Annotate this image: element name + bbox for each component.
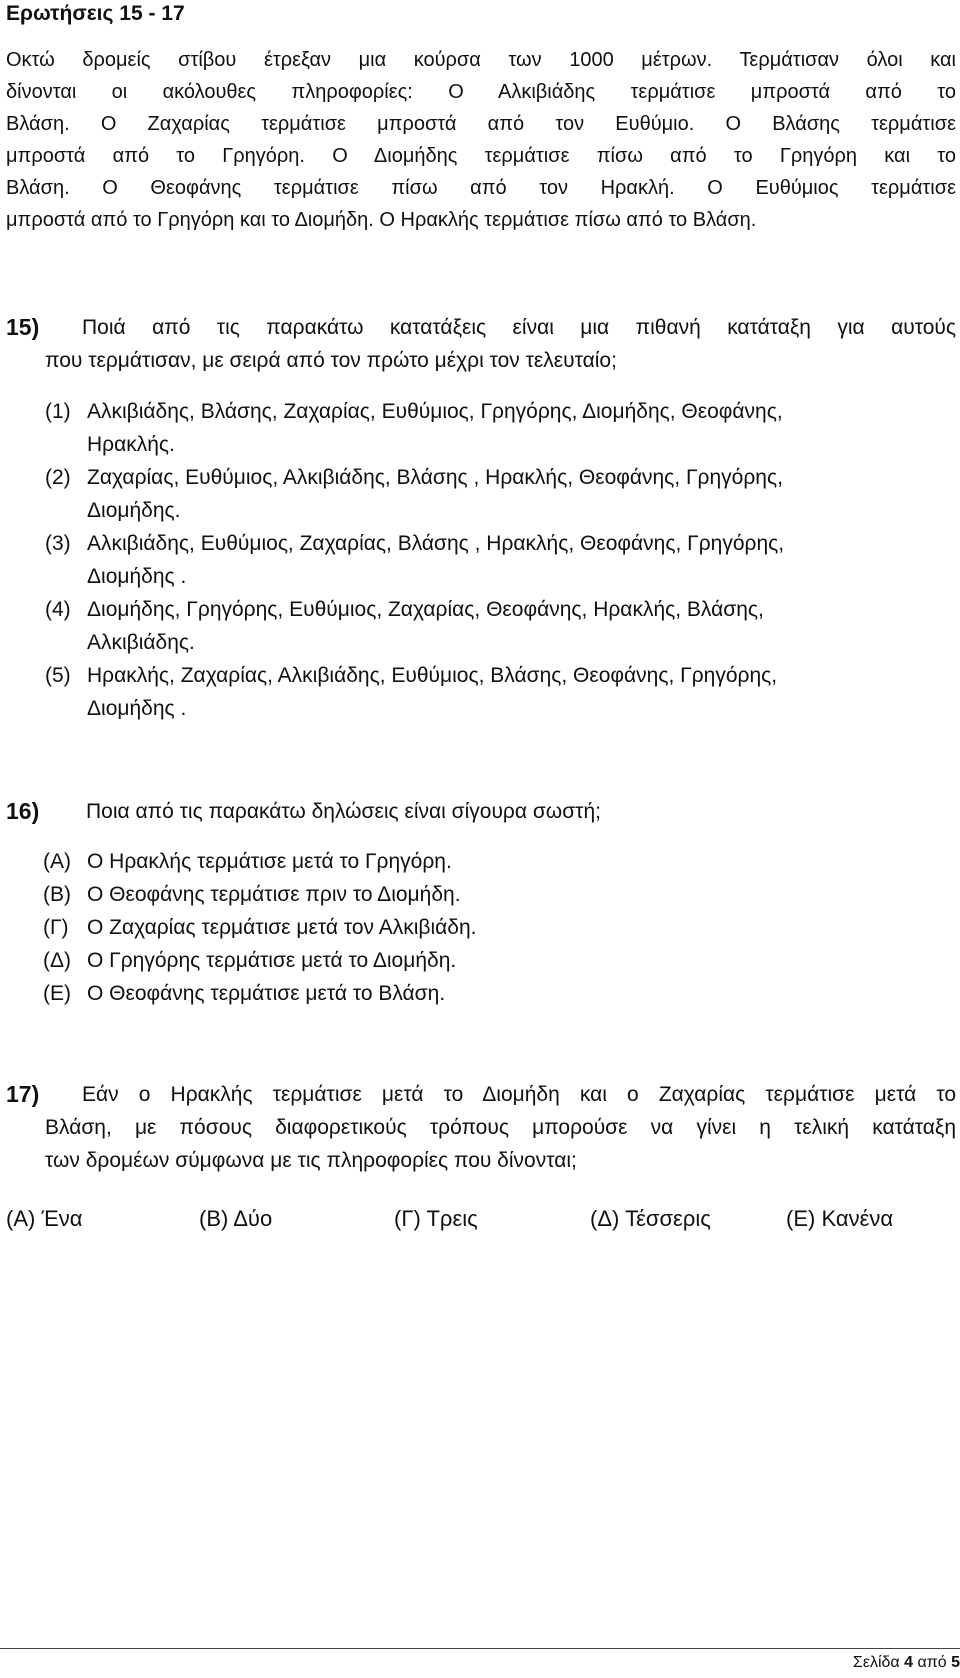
option-item [45, 395, 784, 428]
intro-line: δίνονται οι ακόλουθες πληροφορίες: Ο Αλκιβιάδης τερμάτισε μπροστά από το [6, 81, 956, 103]
question-text: Ποια από τις παρακάτω δηλώσεις είναι σίγουρα σωστή; [86, 800, 601, 823]
option-text: Αλκιβιάδης, Βλάσης, Ζαχαρίας, Ευθύμιος, Γρηγόρης, Διομήδης, Θεοφάνης, [87, 400, 783, 423]
option-text: Ζαχαρίας, Ευθύμιος, Αλκιβιάδης, Βλάσης , Ηρακλής, Θεοφάνης, Γρηγόρης, [87, 466, 783, 489]
option-text: Ο Θεοφάνης τερμάτισε πριν το Διομήδη. [87, 883, 461, 906]
answer-choice: (Β) Δύο [199, 1206, 273, 1231]
question-number: 17) [6, 1081, 40, 1107]
q15-options [45, 395, 784, 725]
option-text: Ο Γρηγόρης τερμάτισε μετά το Διομήδη. [87, 949, 457, 972]
question-text: Εάν ο Ηρακλής τερμάτισε μετά το Διομήδη και ο Ζαχαρίας τερμάτισε μετά το [82, 1083, 956, 1106]
option-item [43, 845, 476, 878]
option-text: Ο Ηρακλής τερμάτισε μετά το Γρηγόρη. [87, 850, 452, 873]
option-tag: (Α) [43, 850, 71, 873]
option-item [43, 911, 476, 944]
question-text: Ποιά από τις παρακάτω κατατάξεις είναι μια πιθανή κατάταξη για αυτούς [82, 316, 956, 339]
question-text: των δρομέων σύμφωνα με τις πληροφορίες που δίνονται; [45, 1149, 577, 1172]
footer-divider [0, 1648, 960, 1649]
option-text: Ηρακλής. [87, 433, 175, 456]
intro-line: μπροστά από το Γρηγόρη. Ο Διομήδης τερμάτισε πίσω από το Γρηγόρη και το [6, 145, 956, 167]
option-tag: (2) [45, 466, 71, 489]
question-number: 15) [6, 314, 40, 340]
intro-paragraph [6, 44, 956, 236]
option-item [45, 593, 784, 626]
option-item [45, 659, 784, 692]
section-heading: Ερωτήσεις 15 - 17 [6, 2, 185, 25]
option-text: Διομήδης. [87, 499, 181, 522]
option-tag: (3) [45, 532, 71, 555]
question-text: που τερμάτισαν, με σειρά από τον πρώτο μέχρι τον τελευταίο; [45, 349, 617, 372]
option-text: Ηρακλής, Ζαχαρίας, Αλκιβιάδης, Ευθύμιος, Βλάσης, Θεοφάνης, Γρηγόρης, [87, 664, 778, 687]
question-16 [6, 795, 956, 828]
question-text: Βλάση, με πόσους διαφορετικούς τρόπους μπορούσε να γίνει η τελική κατάταξη [45, 1116, 956, 1139]
footer-page-total: 5 [951, 1654, 960, 1671]
option-tag: (Β) [43, 883, 71, 906]
answer-choice: (Α) Ένα [6, 1206, 83, 1231]
option-item [45, 461, 784, 494]
option-tag: (Γ) [43, 916, 69, 939]
option-item [43, 977, 476, 1010]
option-text: Διομήδης, Γρηγόρης, Ευθύμιος, Ζαχαρίας, Θεοφάνης, Ηρακλής, Βλάσης, [87, 598, 764, 621]
footer-prefix: Σελίδα [852, 1654, 905, 1671]
intro-line: Οκτώ δρομείς στίβου έτρεξαν μια κούρσα των 1000 μέτρων. Τερμάτισαν όλοι και [6, 49, 956, 71]
answer-choice: (Δ) Τέσσερις [590, 1206, 711, 1231]
option-tag: (1) [45, 400, 71, 423]
option-item [45, 527, 784, 560]
option-text: Διομήδης . [87, 565, 187, 588]
question-number: 16) [6, 798, 40, 824]
option-tag: (4) [45, 598, 71, 621]
option-tag: (Ε) [43, 982, 71, 1005]
footer-middle: από [913, 1654, 952, 1671]
intro-line: Βλάση. Ο Θεοφάνης τερμάτισε πίσω από τον Ηρακλή. Ο Ευθύμιος τερμάτισε [6, 177, 956, 199]
intro-line: μπροστά από το Γρηγόρη και το Διομήδη. Ο Ηρακλής τερμάτισε πίσω από το Βλάση. [6, 209, 757, 231]
option-text: Ο Θεοφάνης τερμάτισε μετά το Βλάση. [87, 982, 446, 1005]
option-text: Αλκιβιάδης, Ευθύμιος, Ζαχαρίας, Βλάσης , Ηρακλής, Θεοφάνης, Γρηγόρης, [87, 532, 785, 555]
question-15 [6, 311, 956, 377]
answer-choice: (Γ) Τρεις [394, 1206, 478, 1231]
option-text: Αλκιβιάδης. [87, 631, 195, 654]
option-item [43, 878, 476, 911]
option-text: Ο Ζαχαρίας τερμάτισε μετά τον Αλκιβιάδη. [87, 916, 477, 939]
intro-line: Βλάση. Ο Ζαχαρίας τερμάτισε μπροστά από τον Ευθύμιο. Ο Βλάσης τερμάτισε [6, 113, 956, 135]
option-tag: (5) [45, 664, 71, 687]
answer-choice: (Ε) Κανένα [786, 1206, 894, 1231]
q16-options [43, 845, 476, 1010]
footer-page-number: 4 [904, 1654, 914, 1671]
option-tag: (Δ) [43, 949, 72, 972]
page-footer [853, 1654, 960, 1672]
option-text: Διομήδης . [87, 697, 187, 720]
question-17 [6, 1078, 956, 1177]
option-item [43, 944, 476, 977]
